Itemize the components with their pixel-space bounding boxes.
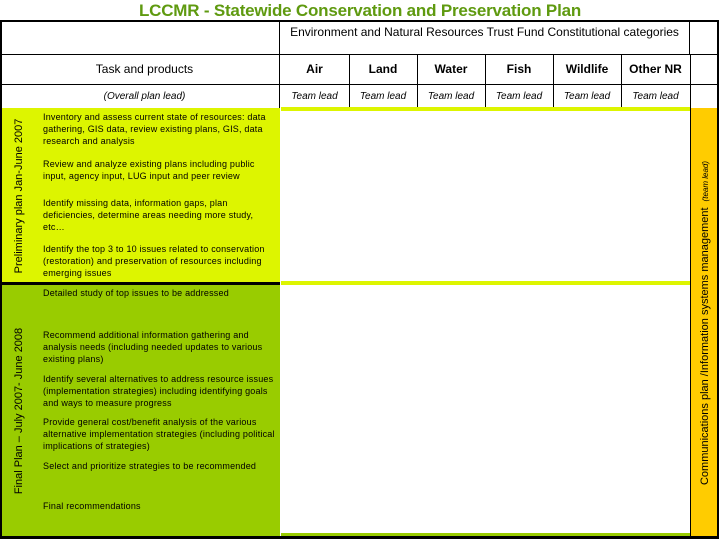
task-text: Final recommendations [43, 501, 141, 511]
overall-lead-label: (Overall plan lead) [103, 91, 186, 102]
task-text: Inventory and assess current state of resources: data gathering, GIS data, review existing plans, GIS, data research and analysis [43, 112, 266, 146]
task-text: Detailed study of top issues to be addressed [43, 288, 229, 298]
phase-final-label: Final Plan – July 2007- June 2008 [12, 327, 25, 495]
category-label: Wildlife [565, 62, 609, 76]
task-text: Review and analyze existing plans including public input, agency input, LUG input and peer review [43, 159, 255, 181]
category-label: Water [434, 62, 468, 76]
communications-band-lead: (team lead) [701, 160, 710, 202]
team-lead-label: Team lead [359, 91, 407, 102]
category-label: Other NR [629, 62, 682, 76]
phase-preliminary-label: Preliminary plan Jan-June 2007 [12, 118, 25, 274]
communications-band-label: Communications plan /Information systems management [699, 207, 711, 486]
task-text: Provide general cost/benefit analysis of the various alternative implementation strategies (including political implications of strategies) [43, 417, 275, 451]
category-label: Air [306, 62, 323, 76]
category-label: Fish [506, 62, 532, 76]
task-text: Recommend additional information gathering and analysis needs (including needed updates to various existing plans) [43, 330, 263, 364]
page-title: LCCMR - Statewide Conservation and Preservation Plan [138, 1, 582, 20]
table-frame [0, 20, 719, 539]
categories-caption: Environment and Natural Resources Trust Fund Constitutional categories [290, 25, 679, 39]
task-text: Identify missing data, information gaps, plan deficiencies, determine areas needing more study, etc… [43, 198, 254, 232]
team-lead-label: Team lead [427, 91, 475, 102]
team-lead-label: Team lead [563, 91, 611, 102]
task-text: Identify the top 3 to 10 issues related to conservation (restoration) and preservation of resources including emerging issues [43, 244, 265, 278]
team-lead-label: Team lead [495, 91, 543, 102]
task-column-label: Task and products [95, 62, 194, 76]
task-text: Identify several alternatives to address resource issues (implementation strategies) including identifying goals and ways to measure progress [43, 374, 274, 408]
team-lead-label: Team lead [291, 91, 338, 102]
task-text: Select and prioritize strategies to be recommended [43, 461, 257, 471]
category-label: Land [368, 62, 398, 76]
team-lead-label: Team lead [632, 91, 679, 102]
